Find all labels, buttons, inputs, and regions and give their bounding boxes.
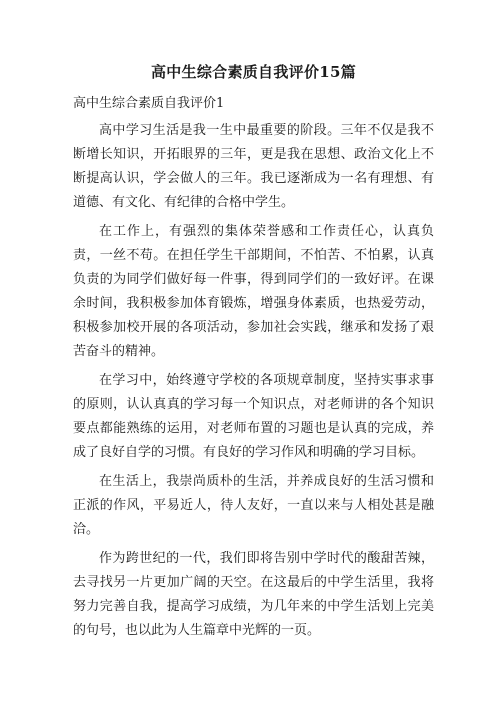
paragraph-study: 在学习中，始终遵守学校的各项规章制度，坚持实事求事的原则，认认真真的学习每一个知识点，对老师讲的各个知识要点都能熟练的运用，对老师布置的习题也是认真的完成，养成了良好自学的习惯。有良好的学习作风和明确的学习目标。 — [73, 373, 434, 460]
paragraph-life: 在生活上，我崇尚质朴的生活，并养成良好的生活习惯和正派的作风，平易近人，待人友好，一直以来与人相处甚是融洽。 — [73, 474, 434, 537]
section-title: 高中生综合素质自我评价1 — [73, 96, 225, 111]
paragraph-intro: 高中学习生活是我一生中最重要的阶段。三年不仅是我不断增长知识，开拓眼界的三年，更是我在思想、政治文化上不断提高认识，学会做人的三年。我已逐渐成为一名有理想、有道德、有文化、有纪律的合格中学生。 — [73, 123, 434, 210]
document-title: 高中生综合素质自我评价15篇 — [150, 63, 357, 81]
paragraph-conclusion: 作为跨世纪的一代，我们即将告别中学时代的酸甜苦辣，去寻找另一片更加广阔的天空。在这最后的中学生活里，我将努力完善自我，提高学习成绩，为几年来的中学生活划上完美的句号，也以此为人生篇章中光辉的一页。 — [73, 551, 434, 638]
paragraph-work: 在工作上，有强烈的集体荣誉感和工作责任心，认真负责，一丝不苟。在担任学生干部期间，不怕苦、不怕累，认真负责的为同学们做好每一件事，得到同学们的一致好评。在课余时间，我积极参加体育锻炼，增强身体素质，也热爱劳动，积极参加校开展的各项活动，参加社会实践，继承和发扬了艰苦奋斗的精神。 — [73, 224, 434, 359]
